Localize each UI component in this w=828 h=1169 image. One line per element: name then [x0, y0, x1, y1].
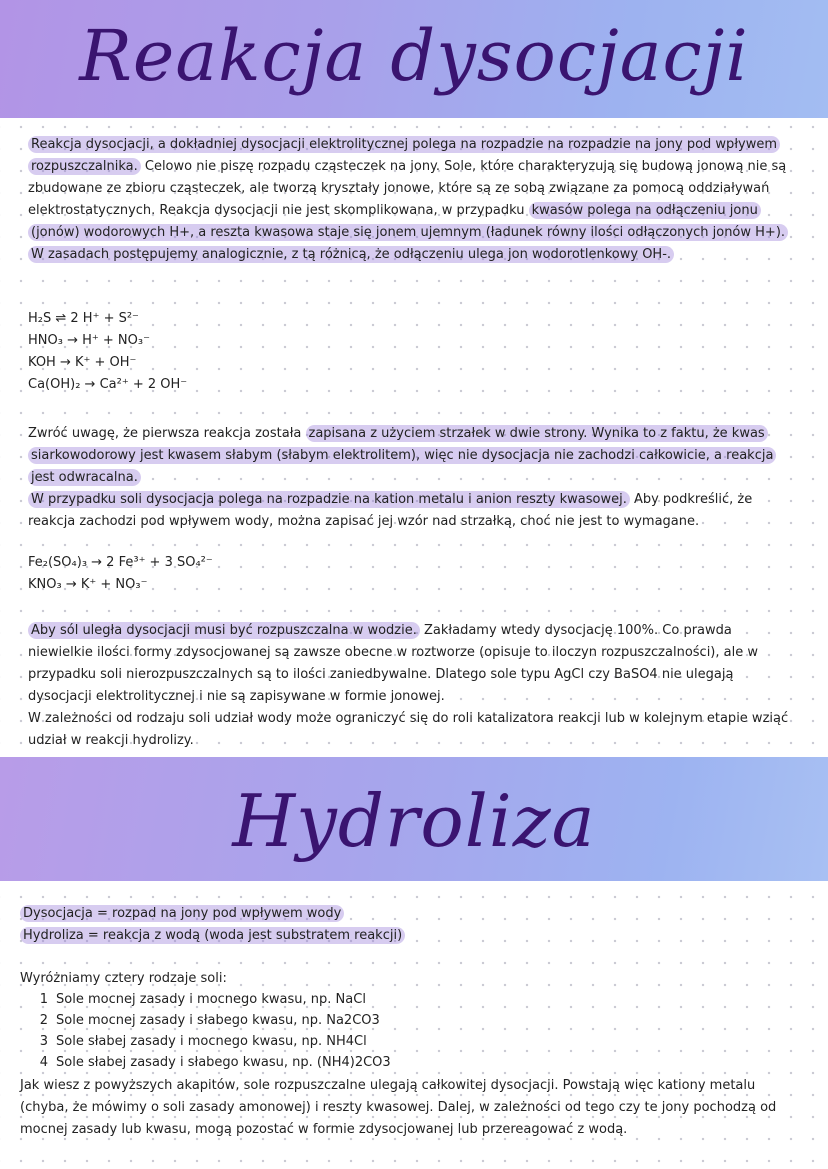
list-text: Sole mocnej zasady i mocnego kwasu, np. NaCl — [56, 992, 366, 1007]
para3-text: Zakładamy wtedy dysocjację 100%. Co prawda niewielkie ilości formy zdysocjowanej są zawsze obecne w roztworze (opisuje to iloczyn rozpuszczalności), ale w przypadku soli nierozpuszczalnych są to ilości zaniedbywalne. Dlatego sole typu AgCl czy BaSO4 nie ulegają dysocjacji elektrolitycznej i nie są zapisywane w formie jonowej. — [28, 623, 758, 704]
definition-dissociation: Dysocjacja = rozpad na jony pod wpływem wody — [20, 905, 344, 922]
equation-fe2so43: Fe₂(SO₄)₃ → 2 Fe³⁺ + 3 SO₄²⁻ — [28, 555, 213, 570]
page-title: Reakcja dysocjacji — [79, 15, 749, 97]
equation-koh: KOH → K⁺ + OH⁻ — [28, 355, 137, 370]
salt-types-list — [20, 968, 391, 1073]
hydrolysis-banner — [0, 757, 828, 881]
list-item — [20, 1010, 391, 1031]
intro-text: Celowo nie piszę rozpadu cząsteczek na jony. Sole, które charakteryzują się budową jonową nie są zbudowane ze zbioru cząsteczek, ale tworzą kryształy jonowe, które są ze sobą związane za pomocą oddziaływań elektrostatycznych. Reakcja dysocjacji nie jest skomplikowana, w przypadku — [28, 159, 787, 218]
list-text: Sole mocnej zasady i słabego kwasu, np. Na2CO3 — [56, 1013, 380, 1028]
list-item — [20, 989, 391, 1010]
section-title-hydrolysis: Hydroliza — [232, 779, 596, 863]
list-number: 2 — [39, 1013, 48, 1028]
salts-outro: Jak wiesz z powyższych akapitów, sole rozpuszczalne ulegają całkowitej dysocjacji. Powstają więc kationy metalu (chyba, że mówimy o soli zasady amonowej) i reszty kwasowej. Dalej, w zależności od tego czy te jony pochodzą od mocnej zasady lub kwasu, mogą pozostać w formie zdysocjowanej lub przereagować z wodą. — [20, 1078, 777, 1137]
highlight-acids: kwasów polega na odłączeniu jonu (jonów) wodorowych H+, a reszta kwasowa staje się jonem ujemnym (ładunek równy ilości odłączonych jonów H+). W zasadach postępujemy analogicznie, z tą różnicą, że odłączeniu ulega jon wodorotlenkowy OH-. — [28, 202, 788, 263]
definitions-block — [20, 903, 792, 947]
highlight-reversible: zapisana z użyciem strzałek w dwie strony. Wynika to z faktu, że kwas siarkowodorowy jest kwasem słabym (słabym elektrolitem), więc nie dysocjacja nie zachodzi całkowicie, a reakcja jest odwracalna. — [28, 425, 776, 486]
highlight-salts: W przypadku soli dysocjacja polega na rozpadzie na kation metalu i anion reszty kwasowej. — [28, 491, 630, 508]
salt-types-intro: Wyróżniamy cztery rodzaje soli: — [20, 971, 227, 986]
reversibility-paragraph — [28, 423, 800, 533]
list-item — [20, 1052, 391, 1073]
list-text: Sole słabej zasady i słabego kwasu, np. (NH4)2CO3 — [56, 1055, 391, 1070]
para2-text: Zwróć uwagę, że pierwsza reakcja została — [28, 426, 306, 441]
closing-paragraph — [20, 1075, 800, 1141]
highlight-solubility: Aby sól uległa dysocjacji musi być rozpuszczalna w wodzie. — [28, 622, 420, 639]
intro-paragraph — [28, 134, 800, 266]
highlight-definition: Reakcja dysocjacji, a dokładniej dysocjacji elektrolitycznej polega na rozpadzie na rozpadzie na jony pod wpływem rozpuszczalnika. — [28, 136, 780, 175]
para2-text-2: Aby podkreślić, że reakcja zachodzi pod wpływem wody, można zapisać jej wzór nad strzałką, choć nie jest to wymagane. — [28, 492, 753, 529]
list-number: 3 — [39, 1034, 48, 1049]
list-text: Sole słabej zasady i mocnego kwasu, np. NH4Cl — [56, 1034, 367, 1049]
equation-caoh2: Ca(OH)₂ → Ca²⁺ + 2 OH⁻ — [28, 377, 188, 392]
solubility-paragraph — [28, 620, 800, 752]
equation-hno3: HNO₃ → H⁺ + NO₃⁻ — [28, 333, 150, 348]
equations-block-1 — [28, 308, 187, 396]
para3-text-2: W zależności od rodzaju soli udział wody może ograniczyć się do roli katalizatora reakcji lub w kolejnym etapie wziąć udział w reakcji hydrolizy. — [28, 711, 789, 748]
list-item — [20, 1031, 391, 1052]
list-number: 4 — [39, 1055, 48, 1070]
equation-kno3: KNO₃ → K⁺ + NO₃⁻ — [28, 577, 148, 592]
title-banner — [0, 0, 828, 118]
definition-hydrolysis: Hydroliza = reakcja z wodą (woda jest substratem reakcji) — [20, 927, 405, 944]
list-number: 1 — [39, 992, 48, 1007]
equation-h2s: H₂S ⇌ 2 H⁺ + S²⁻ — [28, 311, 139, 326]
equations-block-2 — [28, 552, 213, 596]
